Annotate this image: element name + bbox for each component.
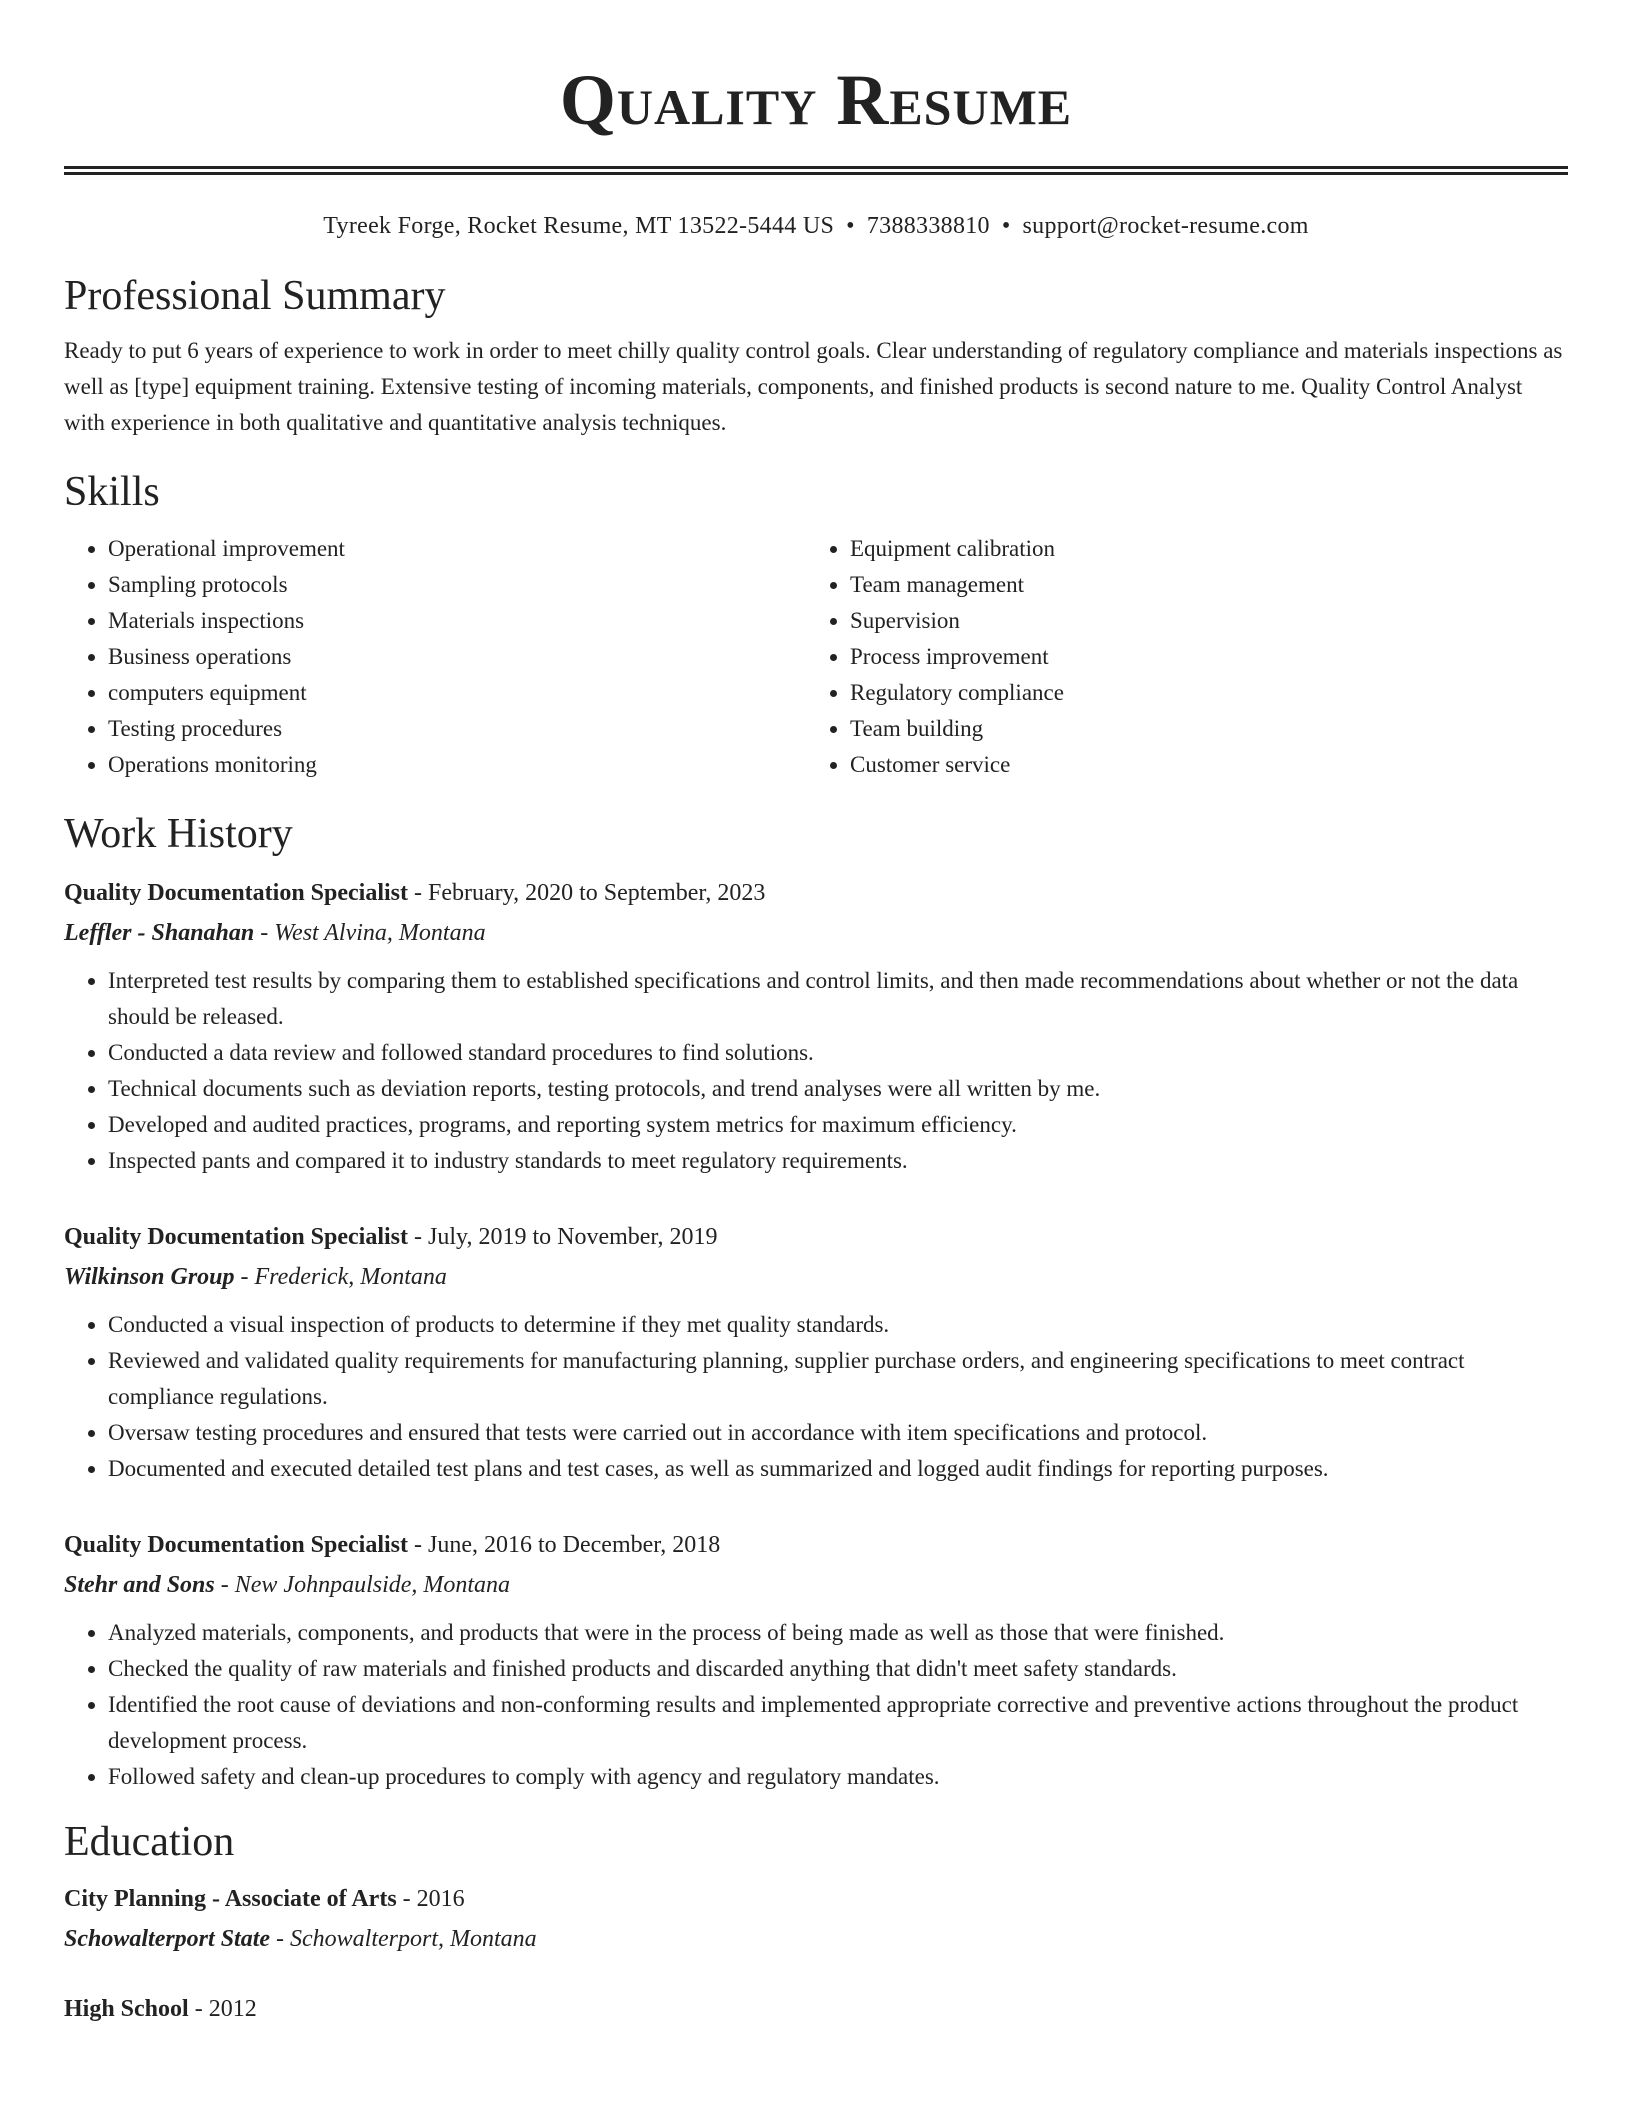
education-header <box>64 1989 1568 2029</box>
school-location: - Schowalterport, Montana <box>276 1926 537 1952</box>
job-bullet: • Technical documents such as deviation reports, testing protocols, and trend analyses were all written by me. <box>108 1071 1568 1107</box>
job-entry <box>64 873 1568 1179</box>
job-bullets <box>64 1615 1568 1795</box>
skill-item: • Regulatory compliance <box>850 675 1548 711</box>
job-title: Quality Documentation Specialist <box>64 880 409 906</box>
skill-item: • Process improvement <box>850 639 1548 675</box>
job-bullet: • Documented and executed detailed test plans and test cases, as well as summarized and logged audit findings for reporting purposes. <box>108 1451 1568 1487</box>
skill-item: • computers equipment <box>108 675 806 711</box>
skill-item: • Business operations <box>108 639 806 675</box>
skill-item: • Testing procedures <box>108 711 806 747</box>
school-name: Schowalterport State <box>64 1926 271 1952</box>
skill-item: • Supervision <box>850 603 1548 639</box>
skill-item: • Team building <box>850 711 1548 747</box>
job-header <box>64 873 1568 913</box>
job-title: Quality Documentation Specialist <box>64 1224 409 1250</box>
skills-heading: Skills <box>64 469 160 515</box>
skills-right-list <box>806 531 1548 783</box>
separator-dot: • <box>1001 213 1011 239</box>
company-name: Leffler - Shanahan <box>64 920 255 946</box>
job-location: - Frederick, Montana <box>240 1264 447 1290</box>
separator-dot: • <box>846 213 855 239</box>
job-dates: - July, 2019 to November, 2019 <box>414 1224 718 1250</box>
contact-email: support@rocket-resume.com <box>1022 213 1309 239</box>
job-bullet: • Conducted a data review and followed standard procedures to find solutions. <box>108 1035 1568 1071</box>
degree-name: City Planning - Associate of Arts <box>64 1886 397 1912</box>
job-employer <box>64 1257 1568 1297</box>
skill-item: • Team management <box>850 567 1548 603</box>
skill-item: • Materials inspections <box>108 603 806 639</box>
job-bullets <box>64 1307 1568 1487</box>
job-bullet: • Identified the root cause of deviations and non-conforming results and implemented appropriate corrective and preventive actions throughout the product development process. <box>108 1687 1568 1759</box>
job-bullets <box>64 963 1568 1179</box>
company-name: Wilkinson Group <box>64 1264 235 1290</box>
job-bullet: • Interpreted test results by comparing them to established specifications and control limits, and then made recommendations about whether or not the data should be released. <box>108 963 1568 1035</box>
job-bullet: • Inspected pants and compared it to industry standards to meet regulatory requirements. <box>108 1143 1568 1179</box>
job-bullet: • Analyzed materials, components, and products that were in the process of being made as well as those that were finished. <box>108 1615 1568 1651</box>
education-school <box>64 1919 1568 1959</box>
education-entry <box>64 1989 1568 2029</box>
graduation-year: - 2016 <box>402 1886 465 1912</box>
job-location: - West Alvina, Montana <box>260 920 486 946</box>
contact-phone: 7388338810 <box>866 213 990 239</box>
skills-section <box>64 467 1568 783</box>
job-employer <box>64 1565 1568 1605</box>
job-location: - New Johnpaulside, Montana <box>220 1572 511 1598</box>
skill-item: • Customer service <box>850 747 1548 783</box>
contact-address: Tyreek Forge, Rocket Resume, MT 13522-5444 US <box>323 213 835 239</box>
education-header <box>64 1879 1568 1919</box>
job-dates: - February, 2020 to September, 2023 <box>414 880 766 906</box>
contact-line <box>64 211 1568 241</box>
skill-item: • Equipment calibration <box>850 531 1548 567</box>
education-heading: Education <box>64 1819 235 1865</box>
job-dates: - June, 2016 to December, 2018 <box>414 1532 721 1558</box>
job-bullet: • Conducted a visual inspection of products to determine if they met quality standards. <box>108 1307 1568 1343</box>
title-divider <box>64 166 1568 175</box>
job-header <box>64 1217 1568 1257</box>
work-history-section <box>64 809 1568 1795</box>
job-entry <box>64 1525 1568 1795</box>
skill-item: • Sampling protocols <box>108 567 806 603</box>
job-bullet: • Oversaw testing procedures and ensured that tests were carried out in accordance with item specifications and protocol. <box>108 1415 1568 1451</box>
summary-heading: Professional Summary <box>64 273 446 319</box>
skills-columns <box>64 531 1568 783</box>
skill-item: • Operations monitoring <box>108 747 806 783</box>
education-entry <box>64 1879 1568 1959</box>
job-title: Quality Documentation Specialist <box>64 1532 409 1558</box>
company-name: Stehr and Sons <box>64 1572 215 1598</box>
skill-item: • Operational improvement <box>108 531 806 567</box>
job-header <box>64 1525 1568 1565</box>
job-bullet: • Developed and audited practices, programs, and reporting system metrics for maximum efficiency. <box>108 1107 1568 1143</box>
skills-left-list <box>64 531 806 783</box>
graduation-year: - 2012 <box>194 1996 257 2022</box>
education-section <box>64 1817 1568 2029</box>
resume-title: Quality Resume <box>559 60 1073 140</box>
job-employer <box>64 913 1568 953</box>
job-entry <box>64 1217 1568 1487</box>
job-bullet: • Followed safety and clean-up procedures to comply with agency and regulatory mandates. <box>108 1759 1568 1795</box>
job-bullet: • Reviewed and validated quality requirements for manufacturing planning, supplier purchase orders, and engineering specifications to meet contract compliance regulations. <box>108 1343 1568 1415</box>
job-bullet: • Checked the quality of raw materials and finished products and discarded anything that didn't meet safety standards. <box>108 1651 1568 1687</box>
summary-section <box>64 271 1568 441</box>
summary-text: Ready to put 6 years of experience to work in order to meet chilly quality control goals. Clear understanding of regulatory compliance and materials inspections as well as [type] equipment training. Extensive testing of incoming materials, components, and finished products is second nature to me. Quality Control Analyst with experience in both qualitative and quantitative analysis techniques. <box>64 338 1563 435</box>
degree-name: High School <box>64 1996 189 2022</box>
work-history-heading: Work History <box>64 811 293 857</box>
